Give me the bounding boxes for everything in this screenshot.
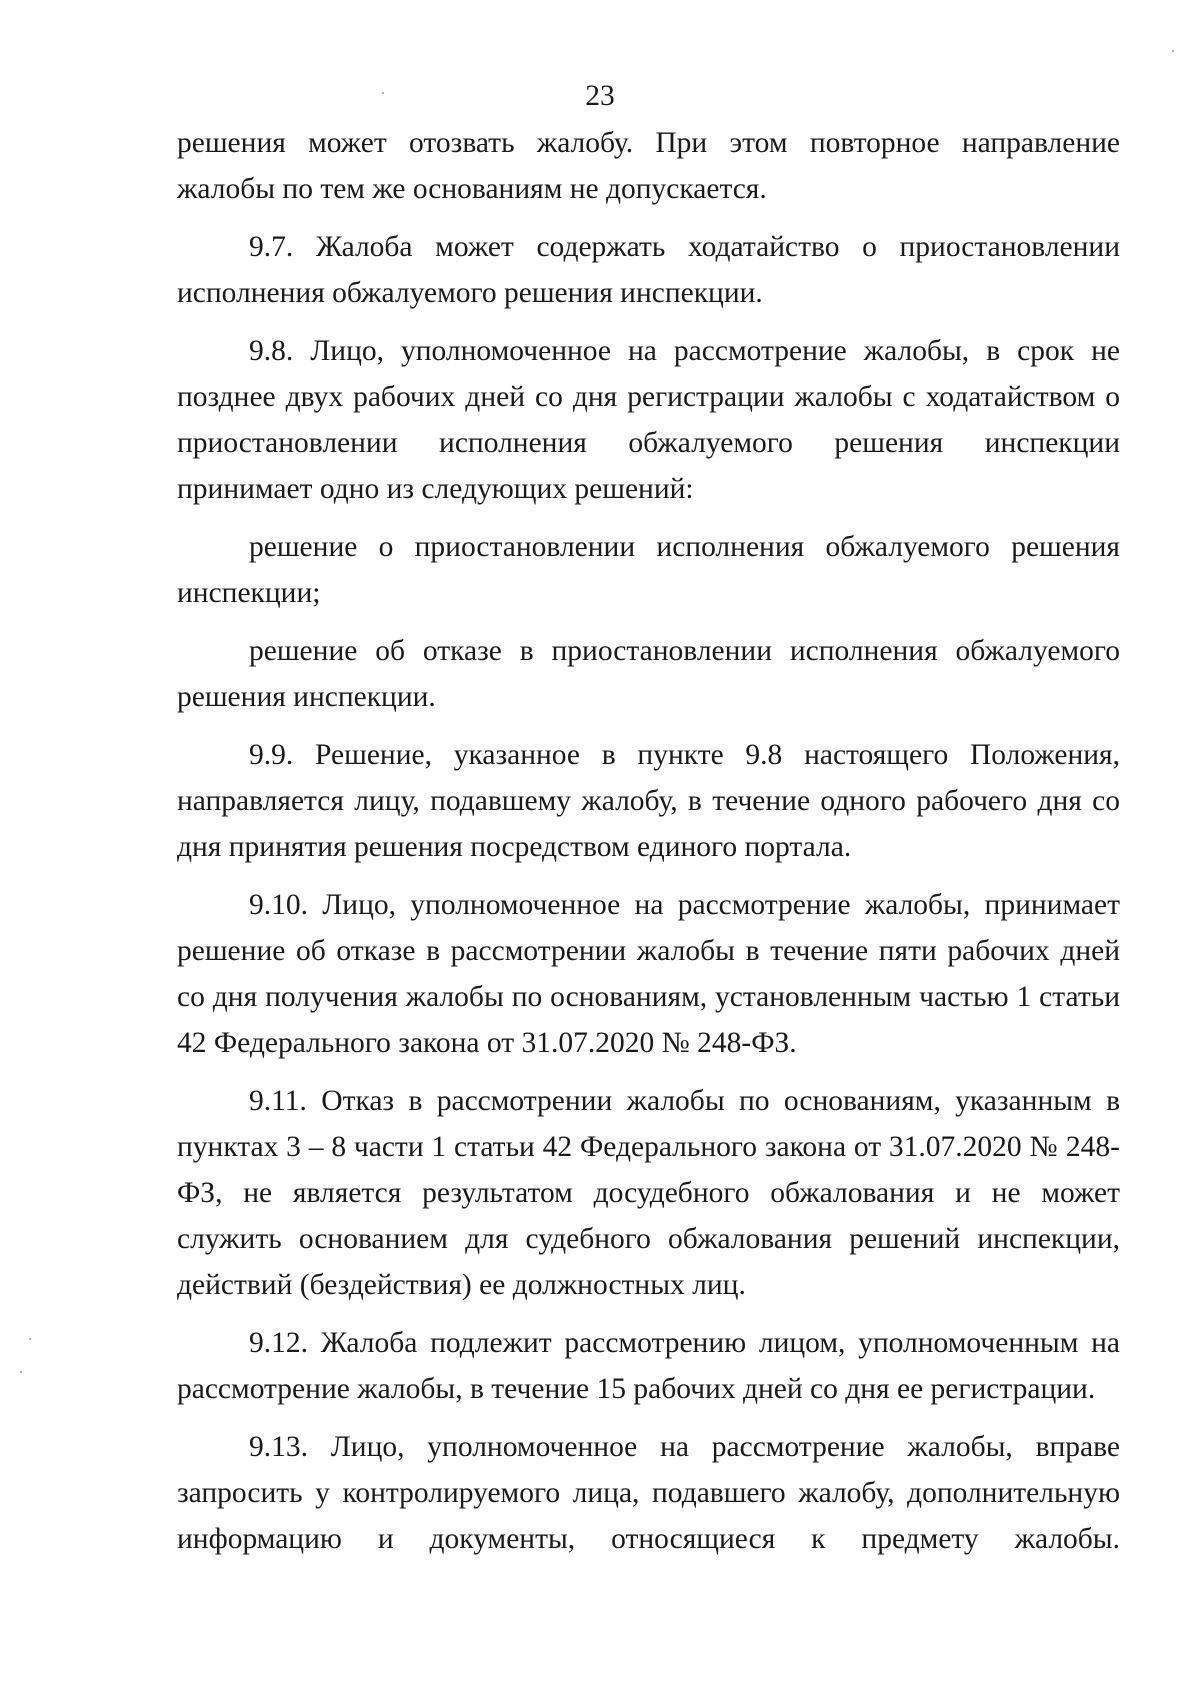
document-body	[177, 120, 1120, 1574]
paragraph-9-11: 9.11. Отказ в рассмотрении жалобы по основаниям, указанным в пунктах 3 – 8 части 1 статьи 42 Федерального закона от 31.07.2020 № 248-ФЗ, не является результатом досудебного обжалования и не может служить основанием для судебного обжалования решений инспекции, действий (бездействия) ее должностных лиц.	[177, 1085, 1120, 1301]
paragraph-9-6-continuation: решения может отозвать жалобу. При этом повторное направление жалобы по тем же основаниям не допускается.	[177, 127, 1120, 205]
paragraph-9-8-option-suspend: решение о приостановлении исполнения обжалуемого решения инспекции;	[177, 531, 1120, 609]
paragraph-9-8-option-refuse: решение об отказе в приостановлении исполнения обжалуемого решения инспекции.	[177, 635, 1120, 713]
paragraph-9-8: 9.8. Лицо, уполномоченное на рассмотрение жалобы, в срок не позднее двух рабочих дней со дня регистрации жалобы с ходатайством о приостановлении исполнения обжалуемого решения инспекции принимает одно из следующих решений:	[177, 335, 1120, 505]
scan-speck	[29, 1338, 31, 1340]
page-number: 23	[585, 80, 615, 112]
scan-speck	[20, 1371, 22, 1373]
paragraph-9-12: 9.12. Жалоба подлежит рассмотрению лицом, уполномоченным на рассмотрение жалобы, в течение 15 рабочих дней со дня ее регистрации.	[177, 1327, 1120, 1405]
paragraph-9-10: 9.10. Лицо, уполномоченное на рассмотрение жалобы, принимает решение об отказе в рассмотрении жалобы в течение пяти рабочих дней со дня получения жалобы по основаниям, установленным частью 1 статьи 42 Федерального закона от 31.07.2020 № 248-ФЗ.	[177, 889, 1120, 1059]
scan-speck	[1172, 50, 1174, 52]
paragraph-9-13: 9.13. Лицо, уполномоченное на рассмотрение жалобы, вправе запросить у контролируемого лица, подавшего жалобу, дополнительную информацию и документы, относящиеся к предмету жалобы.	[177, 1431, 1120, 1555]
scan-speck	[382, 92, 384, 94]
paragraph-9-9: 9.9. Решение, указанное в пункте 9.8 настоящего Положения, направляется лицу, подавшему жалобу, в течение одного рабочего дня со дня принятия решения посредством единого портала.	[177, 739, 1120, 863]
paragraph-9-7: 9.7. Жалоба может содержать ходатайство о приостановлении исполнения обжалуемого решения инспекции.	[177, 231, 1120, 309]
